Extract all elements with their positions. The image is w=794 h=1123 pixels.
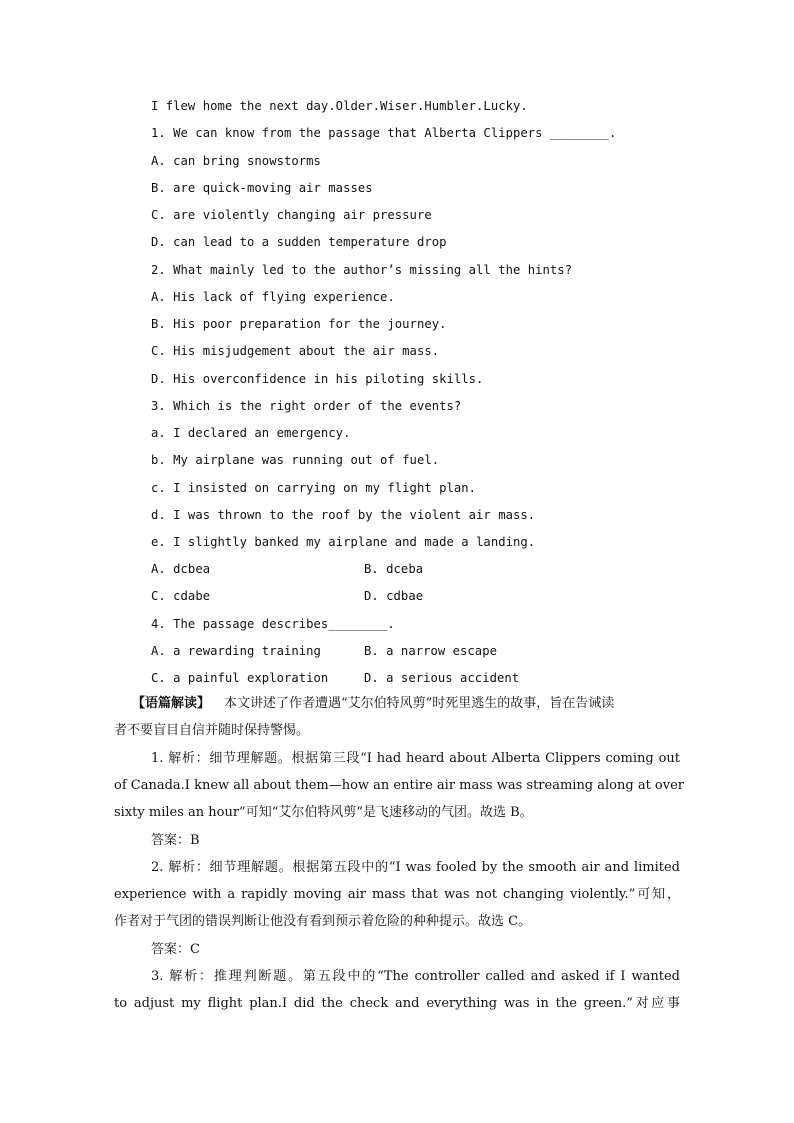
question-4-option-c: C. a painful exploration [151, 671, 329, 685]
question-2-stem: 2. What mainly led to the author’s missing all the hints? [151, 263, 573, 277]
question-4-option-b: B. a narrow escape [364, 644, 497, 658]
question-3-event-d: d. I was thrown to the roof by the violent air mass. [151, 508, 536, 522]
question-3-stem: 3. Which is the right order of the events? [151, 399, 462, 413]
question-2-option-b: B. His poor preparation for the journey. [151, 317, 447, 331]
question-1-option-b: B. are quick-moving air masses [151, 181, 373, 195]
question-2-option-d: D. His overconfidence in his piloting skills. [151, 372, 484, 386]
explanation-2-answer: 答案：C [151, 942, 200, 957]
question-2-option-a: A. His lack of flying experience. [151, 290, 395, 304]
question-3-option-d: D. cdbae [364, 589, 424, 603]
question-3-event-c: c. I insisted on carrying on my flight plan. [151, 481, 477, 495]
analysis-heading: 【语篇解读】 [132, 696, 211, 711]
explanation-3-line-1: 3. 解析：推理判断题。第五段中的“The controller called and asked if I wanted [151, 969, 680, 984]
question-4-option-d: D. a serious accident [364, 671, 520, 685]
analysis-summary-line-1: 本文讲述了作者遭遇“艾尔伯特风剪”时死里逃生的故事，旨在告诫读 [224, 696, 615, 711]
analysis-summary-line-2: 者不要盲目自信并随时保持警惕。 [114, 723, 310, 738]
question-2-option-c: C. His misjudgement about the air mass. [151, 344, 440, 358]
question-3-option-c: C. cdabe [151, 589, 211, 603]
question-1-stem: 1. We can know from the passage that Alberta Clippers ________. [151, 126, 617, 140]
question-4-option-a: A. a rewarding training [151, 644, 321, 658]
opening-line: I flew home the next day.Older.Wiser.Humbler.Lucky. [151, 99, 528, 113]
explanation-2-line-1: 2. 解析：细节理解题。根据第五段中的“I was fooled by the smooth air and limited [151, 860, 680, 875]
question-1-option-c: C. are violently changing air pressure [151, 208, 432, 222]
explanation-1-answer: 答案：B [151, 833, 200, 848]
explanation-3-line-2: to adjust my flight plan.I did the check and everything was in the green.”对应事 [114, 996, 680, 1011]
question-3-option-b: B. dceba [364, 562, 424, 576]
question-1-option-a: A. can bring snowstorms [151, 154, 321, 168]
explanation-1-line-1: 1. 解析：细节理解题。根据第三段“I had heard about Alberta Clippers coming out [151, 751, 680, 766]
explanation-2-line-3: 作者对于气团的错误判断让他没有看到预示着危险的种种提示。故选 C。 [114, 914, 532, 929]
analysis-heading-row [132, 696, 614, 712]
explanation-1-line-3: sixty miles an hour”可知“艾尔伯特风剪”是飞速移动的气团。故选 B。 [114, 805, 533, 820]
explanation-2-line-2: experience with a rapidly moving air mass that was not changing violently.”可知， [114, 887, 680, 902]
question-3-option-a: A. dcbea [151, 562, 211, 576]
question-3-event-e: e. I slightly banked my airplane and made a landing. [151, 535, 536, 549]
question-3-event-a: a. I declared an emergency. [151, 426, 351, 440]
explanation-1-line-2: of Canada.I knew all about them—how an entire air mass was streaming along at over [114, 778, 685, 793]
question-3-event-b: b. My airplane was running out of fuel. [151, 453, 440, 467]
question-4-stem: 4. The passage describes________. [151, 617, 395, 631]
question-1-option-d: D. can lead to a sudden temperature drop [151, 235, 447, 249]
